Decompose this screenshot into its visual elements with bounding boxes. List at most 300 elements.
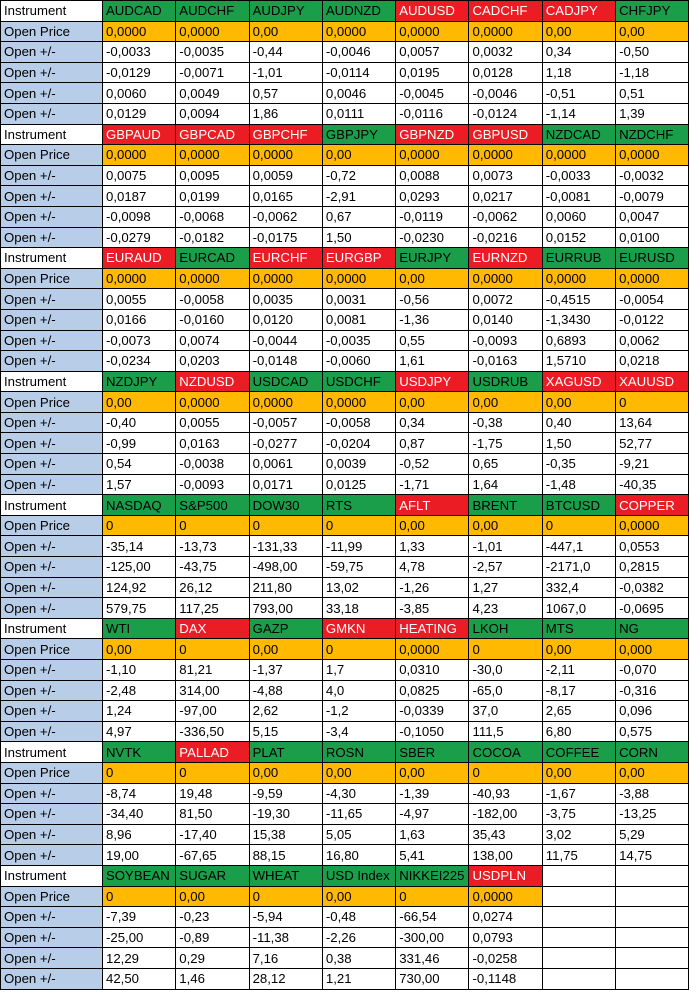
open-change-cell[interactable]: -1,36: [396, 309, 469, 330]
instrument-ng[interactable]: NG: [616, 618, 689, 639]
open-change-cell[interactable]: 16,80: [322, 845, 395, 866]
open-change-cell[interactable]: 0,0075: [103, 165, 176, 186]
open-change-cell[interactable]: -0,0175: [249, 227, 322, 248]
open-change-cell[interactable]: 0,38: [322, 948, 395, 969]
open-change-label[interactable]: Open +/-: [1, 62, 103, 83]
open-change-cell[interactable]: -0,070: [616, 660, 689, 681]
open-change-cell[interactable]: 0,0553: [616, 536, 689, 557]
open-change-cell[interactable]: -0,35: [542, 454, 615, 475]
open-price-cell[interactable]: 0,0000: [469, 886, 542, 907]
open-change-cell[interactable]: 0,0825: [396, 680, 469, 701]
open-change-cell[interactable]: -3,88: [616, 783, 689, 804]
open-change-cell[interactable]: 0,0166: [103, 309, 176, 330]
open-change-cell[interactable]: 0,0072: [469, 289, 542, 310]
open-change-cell[interactable]: 33,18: [322, 598, 395, 619]
open-price-label[interactable]: Open Price: [1, 515, 103, 536]
instrument-aflt[interactable]: AFLT: [396, 495, 469, 516]
open-change-cell[interactable]: -1,71: [396, 474, 469, 495]
open-change-cell[interactable]: 0,0088: [396, 165, 469, 186]
open-change-cell[interactable]: -3,75: [542, 804, 615, 825]
open-change-cell[interactable]: -0,99: [103, 433, 176, 454]
instrument-label[interactable]: Instrument: [1, 124, 103, 145]
open-change-cell[interactable]: -1,14: [542, 103, 615, 124]
instrument-coffee[interactable]: COFFEE: [542, 742, 615, 763]
open-price-cell[interactable]: 0,0000: [396, 145, 469, 166]
open-price-cell[interactable]: 0,00: [542, 21, 615, 42]
open-change-cell[interactable]: 0,0062: [616, 330, 689, 351]
open-change-cell[interactable]: -0,0382: [616, 577, 689, 598]
open-change-cell[interactable]: -0,23: [176, 907, 249, 928]
open-price-cell[interactable]: 0,00: [396, 762, 469, 783]
open-change-cell[interactable]: -4,97: [396, 804, 469, 825]
open-price-cell[interactable]: 0,0000: [616, 268, 689, 289]
open-change-cell[interactable]: 730,00: [396, 968, 469, 989]
open-change-cell[interactable]: 0,0032: [469, 42, 542, 63]
open-price-label[interactable]: Open Price: [1, 21, 103, 42]
open-change-cell[interactable]: -0,0339: [396, 701, 469, 722]
instrument-audnzd[interactable]: AUDNZD: [322, 1, 395, 22]
open-change-cell[interactable]: 2,62: [249, 701, 322, 722]
open-change-label[interactable]: Open +/-: [1, 536, 103, 557]
open-change-cell[interactable]: -0,0182: [176, 227, 249, 248]
open-change-cell[interactable]: -0,0081: [542, 186, 615, 207]
instrument-audchf[interactable]: AUDCHF: [176, 1, 249, 22]
open-change-cell[interactable]: 117,25: [176, 598, 249, 619]
open-change-cell[interactable]: -0,0216: [469, 227, 542, 248]
open-change-cell[interactable]: 88,15: [249, 845, 322, 866]
open-change-label[interactable]: Open +/-: [1, 948, 103, 969]
instrument-eurrub[interactable]: EURRUB: [542, 248, 615, 269]
instrument-nzdjpy[interactable]: NZDJPY: [103, 371, 176, 392]
open-change-cell[interactable]: 0,0031: [322, 289, 395, 310]
open-price-cell[interactable]: 0,0000: [176, 145, 249, 166]
open-change-cell[interactable]: 0,0047: [616, 206, 689, 227]
instrument-label[interactable]: Instrument: [1, 1, 103, 22]
open-change-cell[interactable]: 0,0293: [396, 186, 469, 207]
instrument-gbpchf[interactable]: GBPCHF: [249, 124, 322, 145]
open-change-cell[interactable]: -0,0163: [469, 351, 542, 372]
open-change-cell[interactable]: -4,30: [322, 783, 395, 804]
open-change-cell[interactable]: 793,00: [249, 598, 322, 619]
open-change-label[interactable]: Open +/-: [1, 433, 103, 454]
open-change-cell[interactable]: 26,12: [176, 577, 249, 598]
open-change-cell[interactable]: -0,0057: [249, 412, 322, 433]
open-change-cell[interactable]: -0,0098: [103, 206, 176, 227]
open-price-cell[interactable]: 0,00: [616, 762, 689, 783]
open-price-label[interactable]: Open Price: [1, 145, 103, 166]
instrument-gbpaud[interactable]: GBPAUD: [103, 124, 176, 145]
open-change-cell[interactable]: 4,23: [469, 598, 542, 619]
open-change-cell[interactable]: -0,50: [616, 42, 689, 63]
open-price-cell[interactable]: 0,00: [469, 515, 542, 536]
open-change-cell[interactable]: 0,0793: [469, 927, 542, 948]
instrument-xauusd[interactable]: XAUUSD: [616, 371, 689, 392]
open-change-cell[interactable]: 579,75: [103, 598, 176, 619]
open-price-cell[interactable]: 0,0000: [322, 392, 395, 413]
instrument-eurchf[interactable]: EURCHF: [249, 248, 322, 269]
open-change-label[interactable]: Open +/-: [1, 165, 103, 186]
open-change-cell[interactable]: -1,75: [469, 433, 542, 454]
open-change-cell[interactable]: -0,0054: [616, 289, 689, 310]
open-change-cell[interactable]: -0,0279: [103, 227, 176, 248]
open-change-cell[interactable]: -0,0119: [396, 206, 469, 227]
open-change-cell[interactable]: -1,39: [396, 783, 469, 804]
open-change-cell[interactable]: 1,33: [396, 536, 469, 557]
open-change-cell[interactable]: -0,0114: [322, 62, 395, 83]
open-price-cell[interactable]: 0,0000: [103, 145, 176, 166]
open-change-cell[interactable]: -2,48: [103, 680, 176, 701]
open-change-cell[interactable]: 1,5710: [542, 351, 615, 372]
open-change-cell[interactable]: 1067,0: [542, 598, 615, 619]
instrument-usdjpy[interactable]: USDJPY: [396, 371, 469, 392]
instrument-lkoh[interactable]: LKOH: [469, 618, 542, 639]
open-change-cell[interactable]: -1,67: [542, 783, 615, 804]
open-price-cell[interactable]: 0: [249, 886, 322, 907]
open-price-cell[interactable]: 0,00: [542, 639, 615, 660]
open-change-cell[interactable]: -1,48: [542, 474, 615, 495]
instrument-gmkn[interactable]: GMKN: [322, 618, 395, 639]
open-change-cell[interactable]: -0,48: [322, 907, 395, 928]
open-price-cell[interactable]: 0: [396, 886, 469, 907]
open-change-cell[interactable]: 0,0165: [249, 186, 322, 207]
open-change-label[interactable]: Open +/-: [1, 598, 103, 619]
open-change-cell[interactable]: 0,0152: [542, 227, 615, 248]
open-change-cell[interactable]: 28,12: [249, 968, 322, 989]
open-change-cell[interactable]: -65,0: [469, 680, 542, 701]
open-price-cell[interactable]: 0: [469, 639, 542, 660]
open-change-cell[interactable]: 0,096: [616, 701, 689, 722]
open-price-label[interactable]: Open Price: [1, 762, 103, 783]
open-price-cell[interactable]: 0,0000: [542, 268, 615, 289]
open-change-cell[interactable]: 15,38: [249, 824, 322, 845]
open-change-cell[interactable]: -336,50: [176, 721, 249, 742]
open-change-label[interactable]: Open +/-: [1, 289, 103, 310]
open-change-cell[interactable]: 0,0195: [396, 62, 469, 83]
instrument-dax[interactable]: DAX: [176, 618, 249, 639]
open-change-cell[interactable]: -125,00: [103, 557, 176, 578]
open-change-cell[interactable]: 124,92: [103, 577, 176, 598]
instrument-usd-index[interactable]: USD Index: [322, 865, 395, 886]
open-change-cell[interactable]: 19,00: [103, 845, 176, 866]
open-price-cell[interactable]: 0,0000: [176, 392, 249, 413]
instrument-cadchf[interactable]: CADCHF: [469, 1, 542, 22]
open-change-cell[interactable]: 0,575: [616, 721, 689, 742]
open-change-label[interactable]: Open +/-: [1, 330, 103, 351]
open-change-cell[interactable]: 0,0100: [616, 227, 689, 248]
open-change-cell[interactable]: 0,0073: [469, 165, 542, 186]
open-change-cell[interactable]: -4,88: [249, 680, 322, 701]
open-price-cell[interactable]: 0,0000: [249, 268, 322, 289]
open-price-cell[interactable]: 0,00: [249, 762, 322, 783]
open-change-cell[interactable]: 0,0140: [469, 309, 542, 330]
open-price-cell[interactable]: 0,00: [542, 762, 615, 783]
open-change-cell[interactable]: -1,10: [103, 660, 176, 681]
open-change-cell[interactable]: 12,29: [103, 948, 176, 969]
open-change-cell[interactable]: -0,1050: [396, 721, 469, 742]
open-price-cell[interactable]: 0,00: [103, 392, 176, 413]
open-change-cell[interactable]: -3,4: [322, 721, 395, 742]
open-change-cell[interactable]: 0,0055: [176, 412, 249, 433]
open-price-cell[interactable]: 0: [616, 392, 689, 413]
open-price-cell[interactable]: 0,000: [616, 639, 689, 660]
open-change-cell[interactable]: -0,72: [322, 165, 395, 186]
open-change-cell[interactable]: -0,52: [396, 454, 469, 475]
open-change-cell[interactable]: 5,29: [616, 824, 689, 845]
open-change-cell[interactable]: -2,91: [322, 186, 395, 207]
open-change-cell[interactable]: -0,0160: [176, 309, 249, 330]
open-change-cell[interactable]: -11,38: [249, 927, 322, 948]
instrument-label[interactable]: Instrument: [1, 618, 103, 639]
open-change-cell[interactable]: -0,0058: [322, 412, 395, 433]
open-change-cell[interactable]: 19,48: [176, 783, 249, 804]
open-change-cell[interactable]: -0,0035: [176, 42, 249, 63]
open-change-cell[interactable]: 0,55: [396, 330, 469, 351]
instrument-gazp[interactable]: GAZP: [249, 618, 322, 639]
open-change-cell[interactable]: 0,0120: [249, 309, 322, 330]
open-price-cell[interactable]: 0: [176, 515, 249, 536]
open-change-cell[interactable]: -0,4515: [542, 289, 615, 310]
open-change-cell[interactable]: -13,73: [176, 536, 249, 557]
instrument-audcad[interactable]: AUDCAD: [103, 1, 176, 22]
open-change-cell[interactable]: 0,0171: [249, 474, 322, 495]
instrument-label[interactable]: Instrument: [1, 371, 103, 392]
instrument-brent[interactable]: BRENT: [469, 495, 542, 516]
open-change-label[interactable]: Open +/-: [1, 968, 103, 989]
open-change-cell[interactable]: -35,14: [103, 536, 176, 557]
instrument-sugar[interactable]: SUGAR: [176, 865, 249, 886]
open-price-cell[interactable]: 0,00: [542, 392, 615, 413]
open-change-cell[interactable]: -0,0062: [249, 206, 322, 227]
open-change-label[interactable]: Open +/-: [1, 660, 103, 681]
open-change-label[interactable]: Open +/-: [1, 845, 103, 866]
open-price-cell[interactable]: 0: [176, 762, 249, 783]
open-change-cell[interactable]: -2,26: [322, 927, 395, 948]
open-change-label[interactable]: Open +/-: [1, 804, 103, 825]
open-change-cell[interactable]: 1,39: [616, 103, 689, 124]
open-change-cell[interactable]: -0,0093: [469, 330, 542, 351]
open-change-cell[interactable]: -1,26: [396, 577, 469, 598]
open-change-cell[interactable]: -182,00: [469, 804, 542, 825]
open-change-cell[interactable]: -0,0258: [469, 948, 542, 969]
instrument-plat[interactable]: PLAT: [249, 742, 322, 763]
instrument-copper[interactable]: COPPER: [616, 495, 689, 516]
instrument-cadjpy[interactable]: CADJPY: [542, 1, 615, 22]
open-price-cell[interactable]: 0,0000: [469, 21, 542, 42]
open-change-cell[interactable]: -9,59: [249, 783, 322, 804]
instrument-nasdaq[interactable]: NASDAQ: [103, 495, 176, 516]
open-change-cell[interactable]: 138,00: [469, 845, 542, 866]
open-change-cell[interactable]: -0,0045: [396, 83, 469, 104]
open-price-label[interactable]: Open Price: [1, 886, 103, 907]
open-price-cell[interactable]: 0: [103, 762, 176, 783]
open-change-cell[interactable]: 0,0081: [322, 309, 395, 330]
instrument-btcusd[interactable]: BTCUSD: [542, 495, 615, 516]
open-change-cell[interactable]: -59,75: [322, 557, 395, 578]
open-change-cell[interactable]: -0,0058: [176, 289, 249, 310]
instrument-eurusd[interactable]: EURUSD: [616, 248, 689, 269]
open-price-cell[interactable]: 0,0000: [322, 21, 395, 42]
open-price-cell[interactable]: 0,0000: [469, 268, 542, 289]
open-change-cell[interactable]: -0,0234: [103, 351, 176, 372]
open-change-cell[interactable]: 0,67: [322, 206, 395, 227]
instrument-label[interactable]: Instrument: [1, 742, 103, 763]
open-price-cell[interactable]: 0,00: [396, 515, 469, 536]
open-change-label[interactable]: Open +/-: [1, 83, 103, 104]
open-change-cell[interactable]: -0,38: [469, 412, 542, 433]
open-price-cell[interactable]: 0: [249, 515, 322, 536]
open-change-cell[interactable]: 0,34: [542, 42, 615, 63]
open-change-cell[interactable]: 0,0310: [396, 660, 469, 681]
open-change-cell[interactable]: -0,0695: [616, 598, 689, 619]
open-price-cell[interactable]: 0,00: [396, 392, 469, 413]
instrument-sber[interactable]: SBER: [396, 742, 469, 763]
open-change-cell[interactable]: 0,0061: [249, 454, 322, 475]
open-change-cell[interactable]: 332,4: [542, 577, 615, 598]
instrument-audusd[interactable]: AUDUSD: [396, 1, 469, 22]
instrument-eurnzd[interactable]: EURNZD: [469, 248, 542, 269]
open-change-cell[interactable]: 0,0128: [469, 62, 542, 83]
open-price-cell[interactable]: 0,0000: [176, 268, 249, 289]
open-change-cell[interactable]: 0,0163: [176, 433, 249, 454]
open-change-cell[interactable]: -0,0129: [103, 62, 176, 83]
open-price-cell[interactable]: 0: [322, 639, 395, 660]
instrument-nzdcad[interactable]: NZDCAD: [542, 124, 615, 145]
instrument-label[interactable]: Instrument: [1, 865, 103, 886]
open-change-cell[interactable]: 0,54: [103, 454, 176, 475]
open-price-cell[interactable]: 0,00: [616, 21, 689, 42]
open-price-cell[interactable]: 0,0000: [469, 145, 542, 166]
open-change-cell[interactable]: 1,24: [103, 701, 176, 722]
open-change-cell[interactable]: -0,56: [396, 289, 469, 310]
open-change-cell[interactable]: 1,64: [469, 474, 542, 495]
open-change-cell[interactable]: -0,0122: [616, 309, 689, 330]
open-price-cell[interactable]: 0,0000: [249, 145, 322, 166]
open-price-cell[interactable]: 0,00: [322, 762, 395, 783]
open-change-cell[interactable]: 1,46: [176, 968, 249, 989]
open-price-cell[interactable]: 0: [322, 515, 395, 536]
open-change-cell[interactable]: 0,0049: [176, 83, 249, 104]
open-change-label[interactable]: Open +/-: [1, 454, 103, 475]
open-change-cell[interactable]: 0,40: [542, 412, 615, 433]
instrument-gbpcad[interactable]: GBPCAD: [176, 124, 249, 145]
instrument-eurcad[interactable]: EURCAD: [176, 248, 249, 269]
open-change-cell[interactable]: -2171,0: [542, 557, 615, 578]
open-change-cell[interactable]: 81,50: [176, 804, 249, 825]
open-change-cell[interactable]: 1,50: [542, 433, 615, 454]
open-change-cell[interactable]: 1,27: [469, 577, 542, 598]
open-change-cell[interactable]: -34,40: [103, 804, 176, 825]
open-price-label[interactable]: Open Price: [1, 392, 103, 413]
open-price-cell[interactable]: 0,00: [396, 268, 469, 289]
open-change-cell[interactable]: -66,54: [396, 907, 469, 928]
open-change-label[interactable]: Open +/-: [1, 206, 103, 227]
open-change-cell[interactable]: 1,86: [249, 103, 322, 124]
open-change-cell[interactable]: -0,0044: [249, 330, 322, 351]
open-change-label[interactable]: Open +/-: [1, 557, 103, 578]
instrument-euraud[interactable]: EURAUD: [103, 248, 176, 269]
open-change-cell[interactable]: 1,50: [322, 227, 395, 248]
open-price-cell[interactable]: 0,0000: [103, 268, 176, 289]
instrument-wheat[interactable]: WHEAT: [249, 865, 322, 886]
open-change-cell[interactable]: 3,02: [542, 824, 615, 845]
open-change-cell[interactable]: -0,0035: [322, 330, 395, 351]
open-change-cell[interactable]: 0,0055: [103, 289, 176, 310]
open-change-label[interactable]: Open +/-: [1, 783, 103, 804]
open-change-cell[interactable]: -0,0073: [103, 330, 176, 351]
open-change-cell[interactable]: -2,11: [542, 660, 615, 681]
open-change-cell[interactable]: 1,61: [396, 351, 469, 372]
open-change-label[interactable]: Open +/-: [1, 42, 103, 63]
open-change-cell[interactable]: 4,0: [322, 680, 395, 701]
open-price-label[interactable]: Open Price: [1, 639, 103, 660]
open-price-cell[interactable]: 0,0000: [542, 145, 615, 166]
open-price-cell[interactable]: 0,00: [322, 886, 395, 907]
open-change-label[interactable]: Open +/-: [1, 227, 103, 248]
open-change-cell[interactable]: -1,3430: [542, 309, 615, 330]
open-change-cell[interactable]: 0,87: [396, 433, 469, 454]
instrument-usdcad[interactable]: USDCAD: [249, 371, 322, 392]
open-change-cell[interactable]: -8,74: [103, 783, 176, 804]
open-price-cell[interactable]: 0,0000: [103, 21, 176, 42]
open-change-label[interactable]: Open +/-: [1, 351, 103, 372]
open-price-cell[interactable]: 0,00: [176, 886, 249, 907]
open-change-cell[interactable]: 0,34: [396, 412, 469, 433]
instrument-cocoa[interactable]: COCOA: [469, 742, 542, 763]
open-change-label[interactable]: Open +/-: [1, 186, 103, 207]
instrument-label[interactable]: Instrument: [1, 248, 103, 269]
open-change-cell[interactable]: 111,5: [469, 721, 542, 742]
open-change-cell[interactable]: 13,02: [322, 577, 395, 598]
open-change-cell[interactable]: -11,99: [322, 536, 395, 557]
open-change-cell[interactable]: 37,0: [469, 701, 542, 722]
open-price-cell[interactable]: 0,00: [103, 639, 176, 660]
open-change-cell[interactable]: 13,64: [616, 412, 689, 433]
open-change-cell[interactable]: -0,0060: [322, 351, 395, 372]
open-change-cell[interactable]: 0,57: [249, 83, 322, 104]
open-price-cell[interactable]: 0,00: [249, 639, 322, 660]
open-change-cell[interactable]: -1,01: [249, 62, 322, 83]
open-change-cell[interactable]: -0,0093: [176, 474, 249, 495]
open-change-cell[interactable]: -2,57: [469, 557, 542, 578]
open-change-cell[interactable]: -1,2: [322, 701, 395, 722]
open-change-label[interactable]: Open +/-: [1, 309, 103, 330]
open-change-cell[interactable]: 6,80: [542, 721, 615, 742]
instrument-usdrub[interactable]: USDRUB: [469, 371, 542, 392]
open-change-cell[interactable]: 0,0187: [103, 186, 176, 207]
open-change-cell[interactable]: -40,93: [469, 783, 542, 804]
open-change-cell[interactable]: -1,01: [469, 536, 542, 557]
open-change-cell[interactable]: 0,0203: [176, 351, 249, 372]
open-change-cell[interactable]: 0,0111: [322, 103, 395, 124]
open-change-cell[interactable]: -30,0: [469, 660, 542, 681]
open-change-cell[interactable]: -0,0033: [103, 42, 176, 63]
open-change-cell[interactable]: -0,0116: [396, 103, 469, 124]
open-change-cell[interactable]: 314,00: [176, 680, 249, 701]
open-price-cell[interactable]: 0: [176, 639, 249, 660]
open-change-cell[interactable]: 211,80: [249, 577, 322, 598]
open-change-cell[interactable]: 0,0060: [103, 83, 176, 104]
open-change-cell[interactable]: 0,0125: [322, 474, 395, 495]
open-change-cell[interactable]: -3,85: [396, 598, 469, 619]
open-change-cell[interactable]: 0,29: [176, 948, 249, 969]
open-price-cell[interactable]: 0,0000: [396, 21, 469, 42]
open-change-cell[interactable]: 11,75: [542, 845, 615, 866]
open-change-cell[interactable]: 0,6893: [542, 330, 615, 351]
instrument-chfjpy[interactable]: CHFJPY: [616, 1, 689, 22]
instrument-rts[interactable]: RTS: [322, 495, 395, 516]
instrument-nzdchf[interactable]: NZDCHF: [616, 124, 689, 145]
open-change-cell[interactable]: 4,78: [396, 557, 469, 578]
